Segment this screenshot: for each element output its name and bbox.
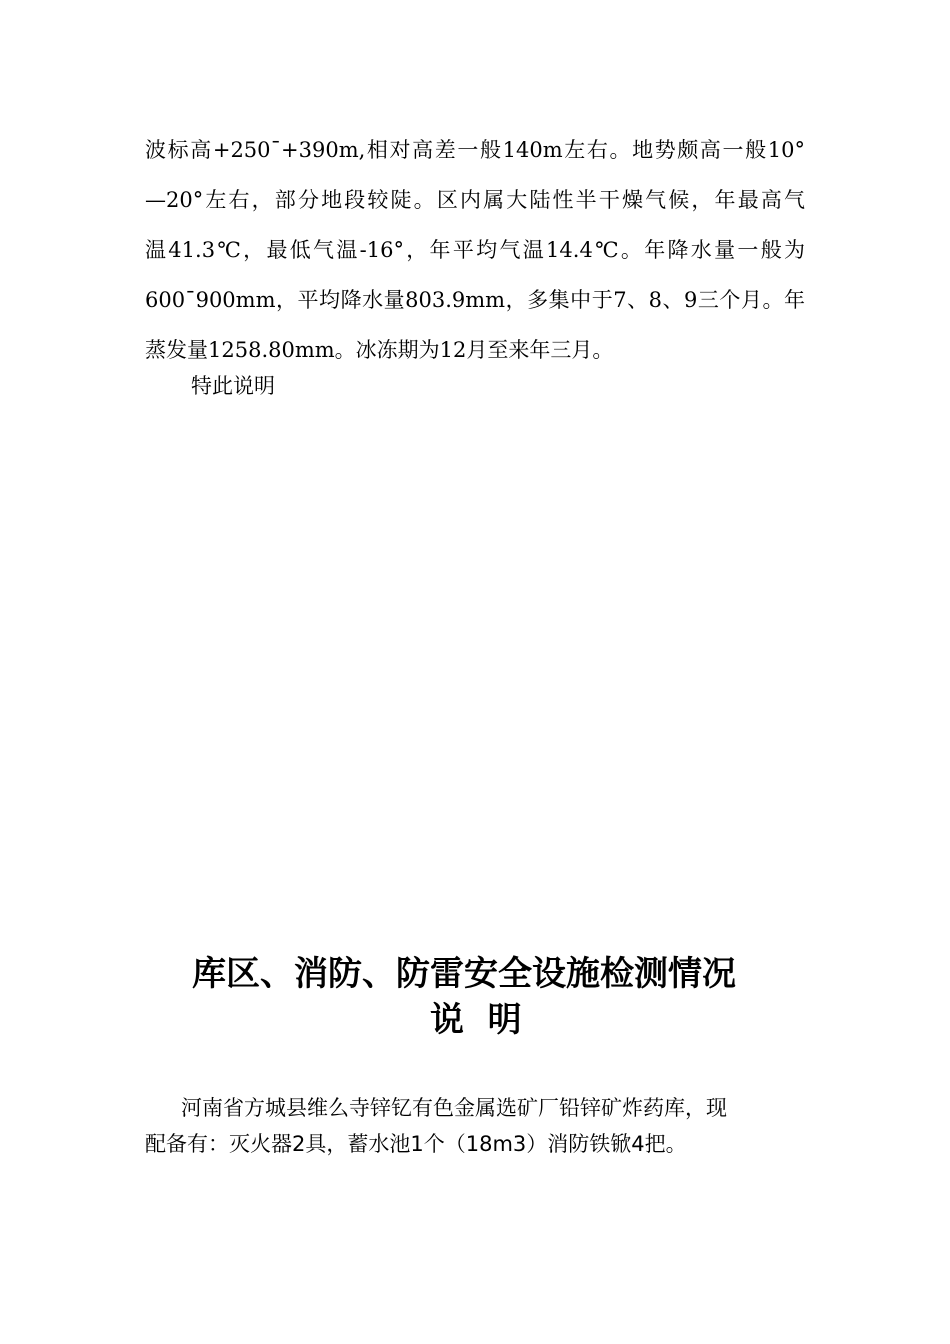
closing-remark: 特此说明: [191, 374, 275, 398]
section-title-line-2: 说 明: [430, 1000, 522, 1040]
section-paragraph-line-1: 河南省方城县维么寺锌钇有色金属选矿厂铅锌矿炸药库，现: [181, 1096, 727, 1120]
section-title-line-1: 库区、消防、防雷安全设施检测情况: [192, 954, 736, 994]
section-paragraph-line-2: 配备有：灭火器2具，蓄水池1个（18m3）消防铁锨4把。: [145, 1132, 687, 1156]
paragraph-line-4: 600ˉ900mm，平均降水量803.9mm，多集中于7、8、9三个月。年: [145, 288, 805, 312]
paragraph-line-1: 波标高+250ˉ+390m,相对高差一般140m左右。地势颇高一般10°: [145, 138, 805, 162]
paragraph-line-5: 蒸发量1258.80mm。冰冻期为12月至来年三月。: [145, 338, 614, 362]
paragraph-line-2: —20°左右，部分地段较陡。区内属大陆性半干燥气候，年最高气: [145, 188, 805, 212]
paragraph-line-3: 温41.3℃，最低气温-16°，年平均气温14.4℃。年降水量一般为: [145, 238, 805, 262]
